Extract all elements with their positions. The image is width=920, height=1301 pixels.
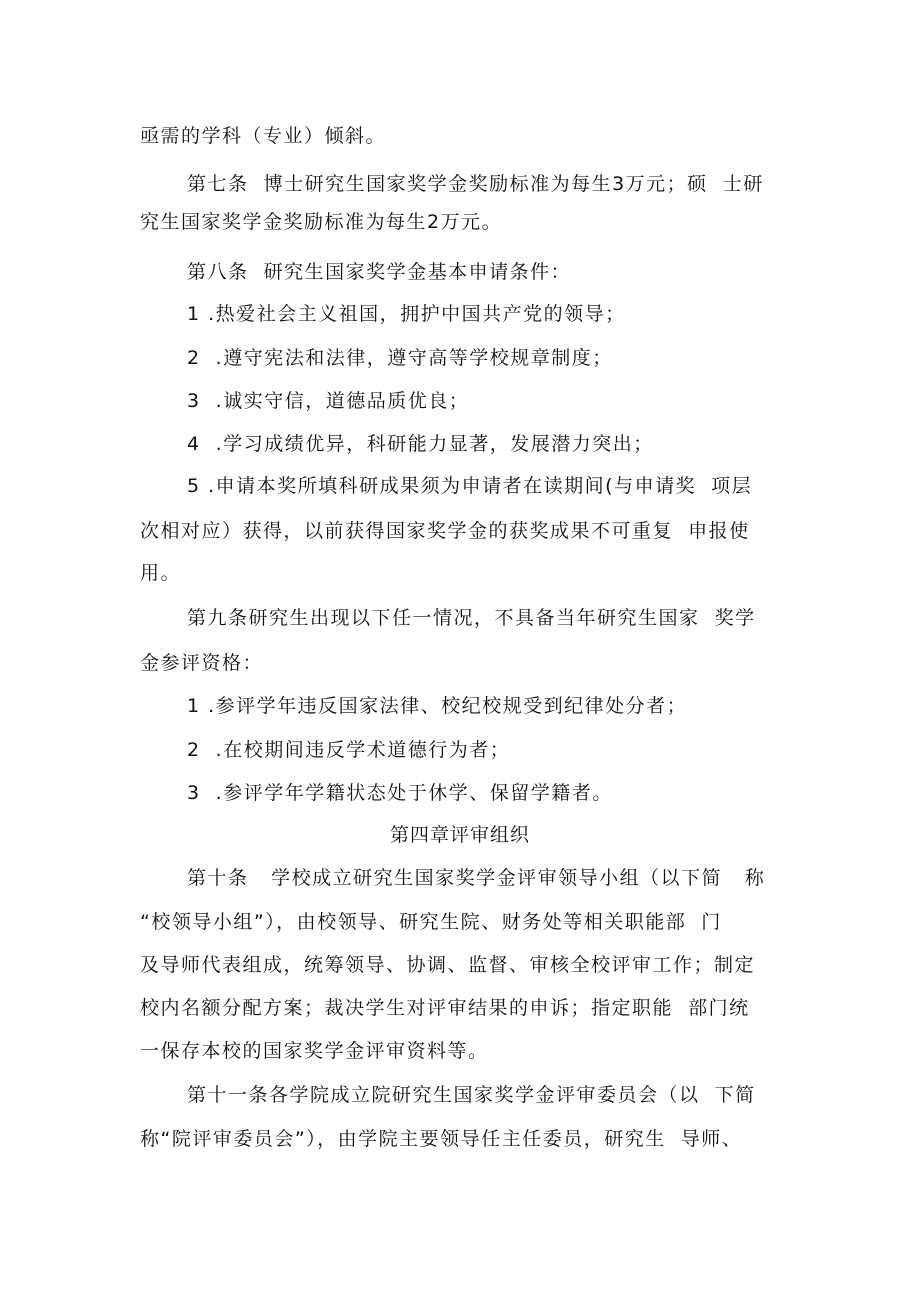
text-line: 用。 — [140, 562, 182, 584]
article-9-line: 第九条研究生出现以下任一情况，不具备当年研究生国家 奖学 — [187, 607, 756, 629]
list-item: 4 .学习成绩优异，科研能力显著，发展潜力突出； — [187, 433, 654, 455]
text-line: 亟需的学科（专业）倾斜。 — [140, 125, 387, 147]
text-line: 校内名额分配方案；裁决学生对评审结果的申诉；指定职能 部门统 — [140, 997, 750, 1019]
chapter-heading: 第四章评审组织 — [389, 824, 530, 846]
text-line: 究生国家奖学金奖励标准为每生2万元。 — [140, 211, 503, 233]
list-item: 2 .遵守宪法和法律，遵守高等学校规章制度； — [187, 347, 613, 369]
list-item: 1 .参评学年违反国家法律、校纪校规受到纪律处分者； — [187, 695, 688, 717]
list-item: 3 .参评学年学籍状态处于休学、保留学籍者。 — [187, 782, 613, 804]
article-10-line: 第十条 学校成立研究生国家奖学金评审领导小组（以下简 称 — [187, 867, 766, 889]
text-line: 金参评资格： — [140, 652, 264, 674]
list-item: 3 .诚实守信，道德品质优良； — [187, 390, 470, 412]
text-line: “校领导小组”），由校领导、研究生院、财务处等相关职能部 门 — [140, 911, 722, 933]
text-line: 称“院评审委员会”），由学院主要领导任主任委员，研究生 导师、 — [140, 1128, 743, 1150]
article-11-line: 第十一条各学院成立院研究生国家奖学金评审委员会（以 下简 — [187, 1084, 756, 1106]
text-line: 及导师代表组成，统筹领导、协调、监督、审核全校评审工作；制定 — [140, 954, 756, 976]
list-item: 5 .申请本奖所填科研成果须为申请者在读期间(与申请奖 项层 — [187, 475, 753, 497]
text-line: 一保存本校的国家奖学金评审资料等。 — [140, 1040, 489, 1062]
article-7-line: 第七条 博士研究生国家奖学金奖励标准为每生3万元；硕 士研 — [187, 173, 764, 195]
list-item: 2 .在校期间违反学术道德行为者； — [187, 739, 511, 761]
list-item: 1 .热爱社会主义祖国，拥护中国共产党的领导； — [187, 303, 626, 325]
article-8-line: 第八条 研究生国家奖学金基本申请条件： — [187, 261, 572, 283]
text-line: 次相对应）获得，以前获得国家奖学金的获奖成果不可重复 申报使 — [140, 520, 750, 542]
